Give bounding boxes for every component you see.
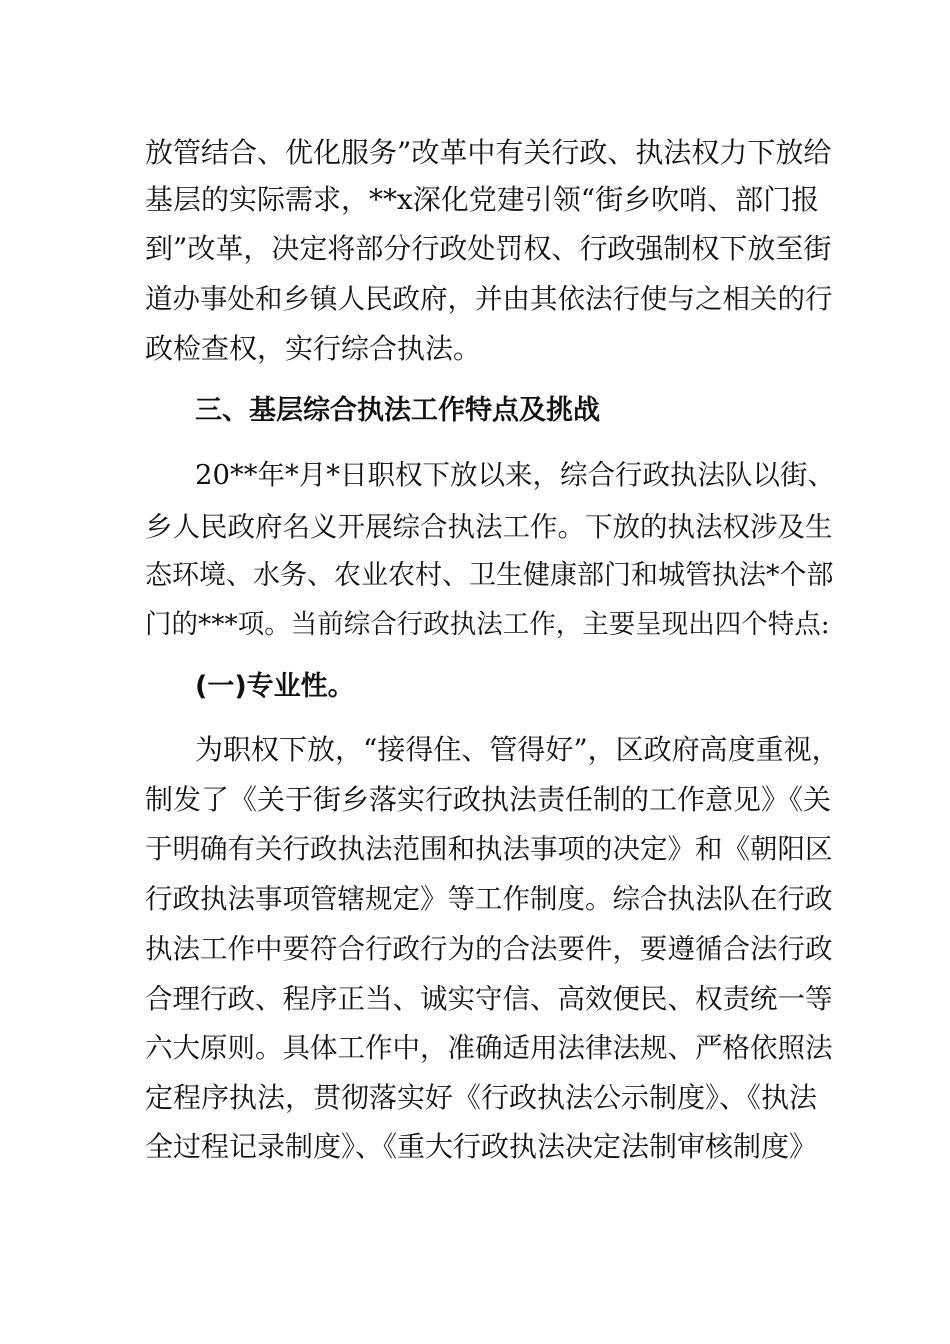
body-text-line: 行政执法事项管辖规定》等工作制度。综合执法队在行政 <box>145 883 833 915</box>
paragraph-first-line: 20**年*月*日职权下放以来，综合行政执法队以街、 <box>195 459 835 491</box>
body-text-line: 政检查权，实行综合执法。 <box>145 332 482 365</box>
body-text-line: 合理行政、程序正当、诚实守信、高效便民、权责统一等 <box>145 983 833 1015</box>
body-text-line: 定程序执法，贯彻落实好《行政执法公示制度》、《执法 <box>145 1081 818 1114</box>
body-text-line: 基层的实际需求，**x深化党建引领“街乡吹哨、部门报 <box>145 183 820 216</box>
body-text-line: 态环境、水务、农业农村、卫生健康部门和城管执法*个部 <box>145 560 834 591</box>
section-heading: 三、基层综合执法工作特点及挑战 <box>195 395 600 426</box>
body-text-line: 门的***项。当前综合行政执法工作，主要呈现出四个特点: <box>145 609 830 640</box>
body-text-line: 乡人民政府名义开展综合执法工作。下放的执法权涉及生 <box>145 511 833 543</box>
body-text-line: 于明确有关行政执法范围和执法事项的决定》和《朝阳区 <box>145 833 833 865</box>
body-text-line: 执法工作中要符合行政行为的合法要件，要遵循合法行政 <box>145 933 833 965</box>
body-text-line: 全过程记录制度》、《重大行政执法决定法制审核制度》 <box>145 1130 818 1163</box>
body-text-line: 放管结合、优化服务”改革中有关行政、执法权力下放给 <box>145 136 832 169</box>
subsection-heading: (一)专业性。 <box>195 671 355 702</box>
body-text-line: 制发了《关于街乡落实行政执法责任制的工作意见》《关 <box>145 783 832 816</box>
body-text-line: 道办事处和乡镇人民政府，并由其依法行使与之相关的行 <box>145 283 833 315</box>
body-text-line: 到”改革，决定将部分行政处罚权、行政强制权下放至街 <box>145 232 832 265</box>
paragraph-first-line: 为职权下放，“接得住、管得好”，区政府高度重视， <box>195 733 840 766</box>
body-text-line: 六大原则。具体工作中，准确适用法律法规、严格依照法 <box>145 1032 833 1064</box>
